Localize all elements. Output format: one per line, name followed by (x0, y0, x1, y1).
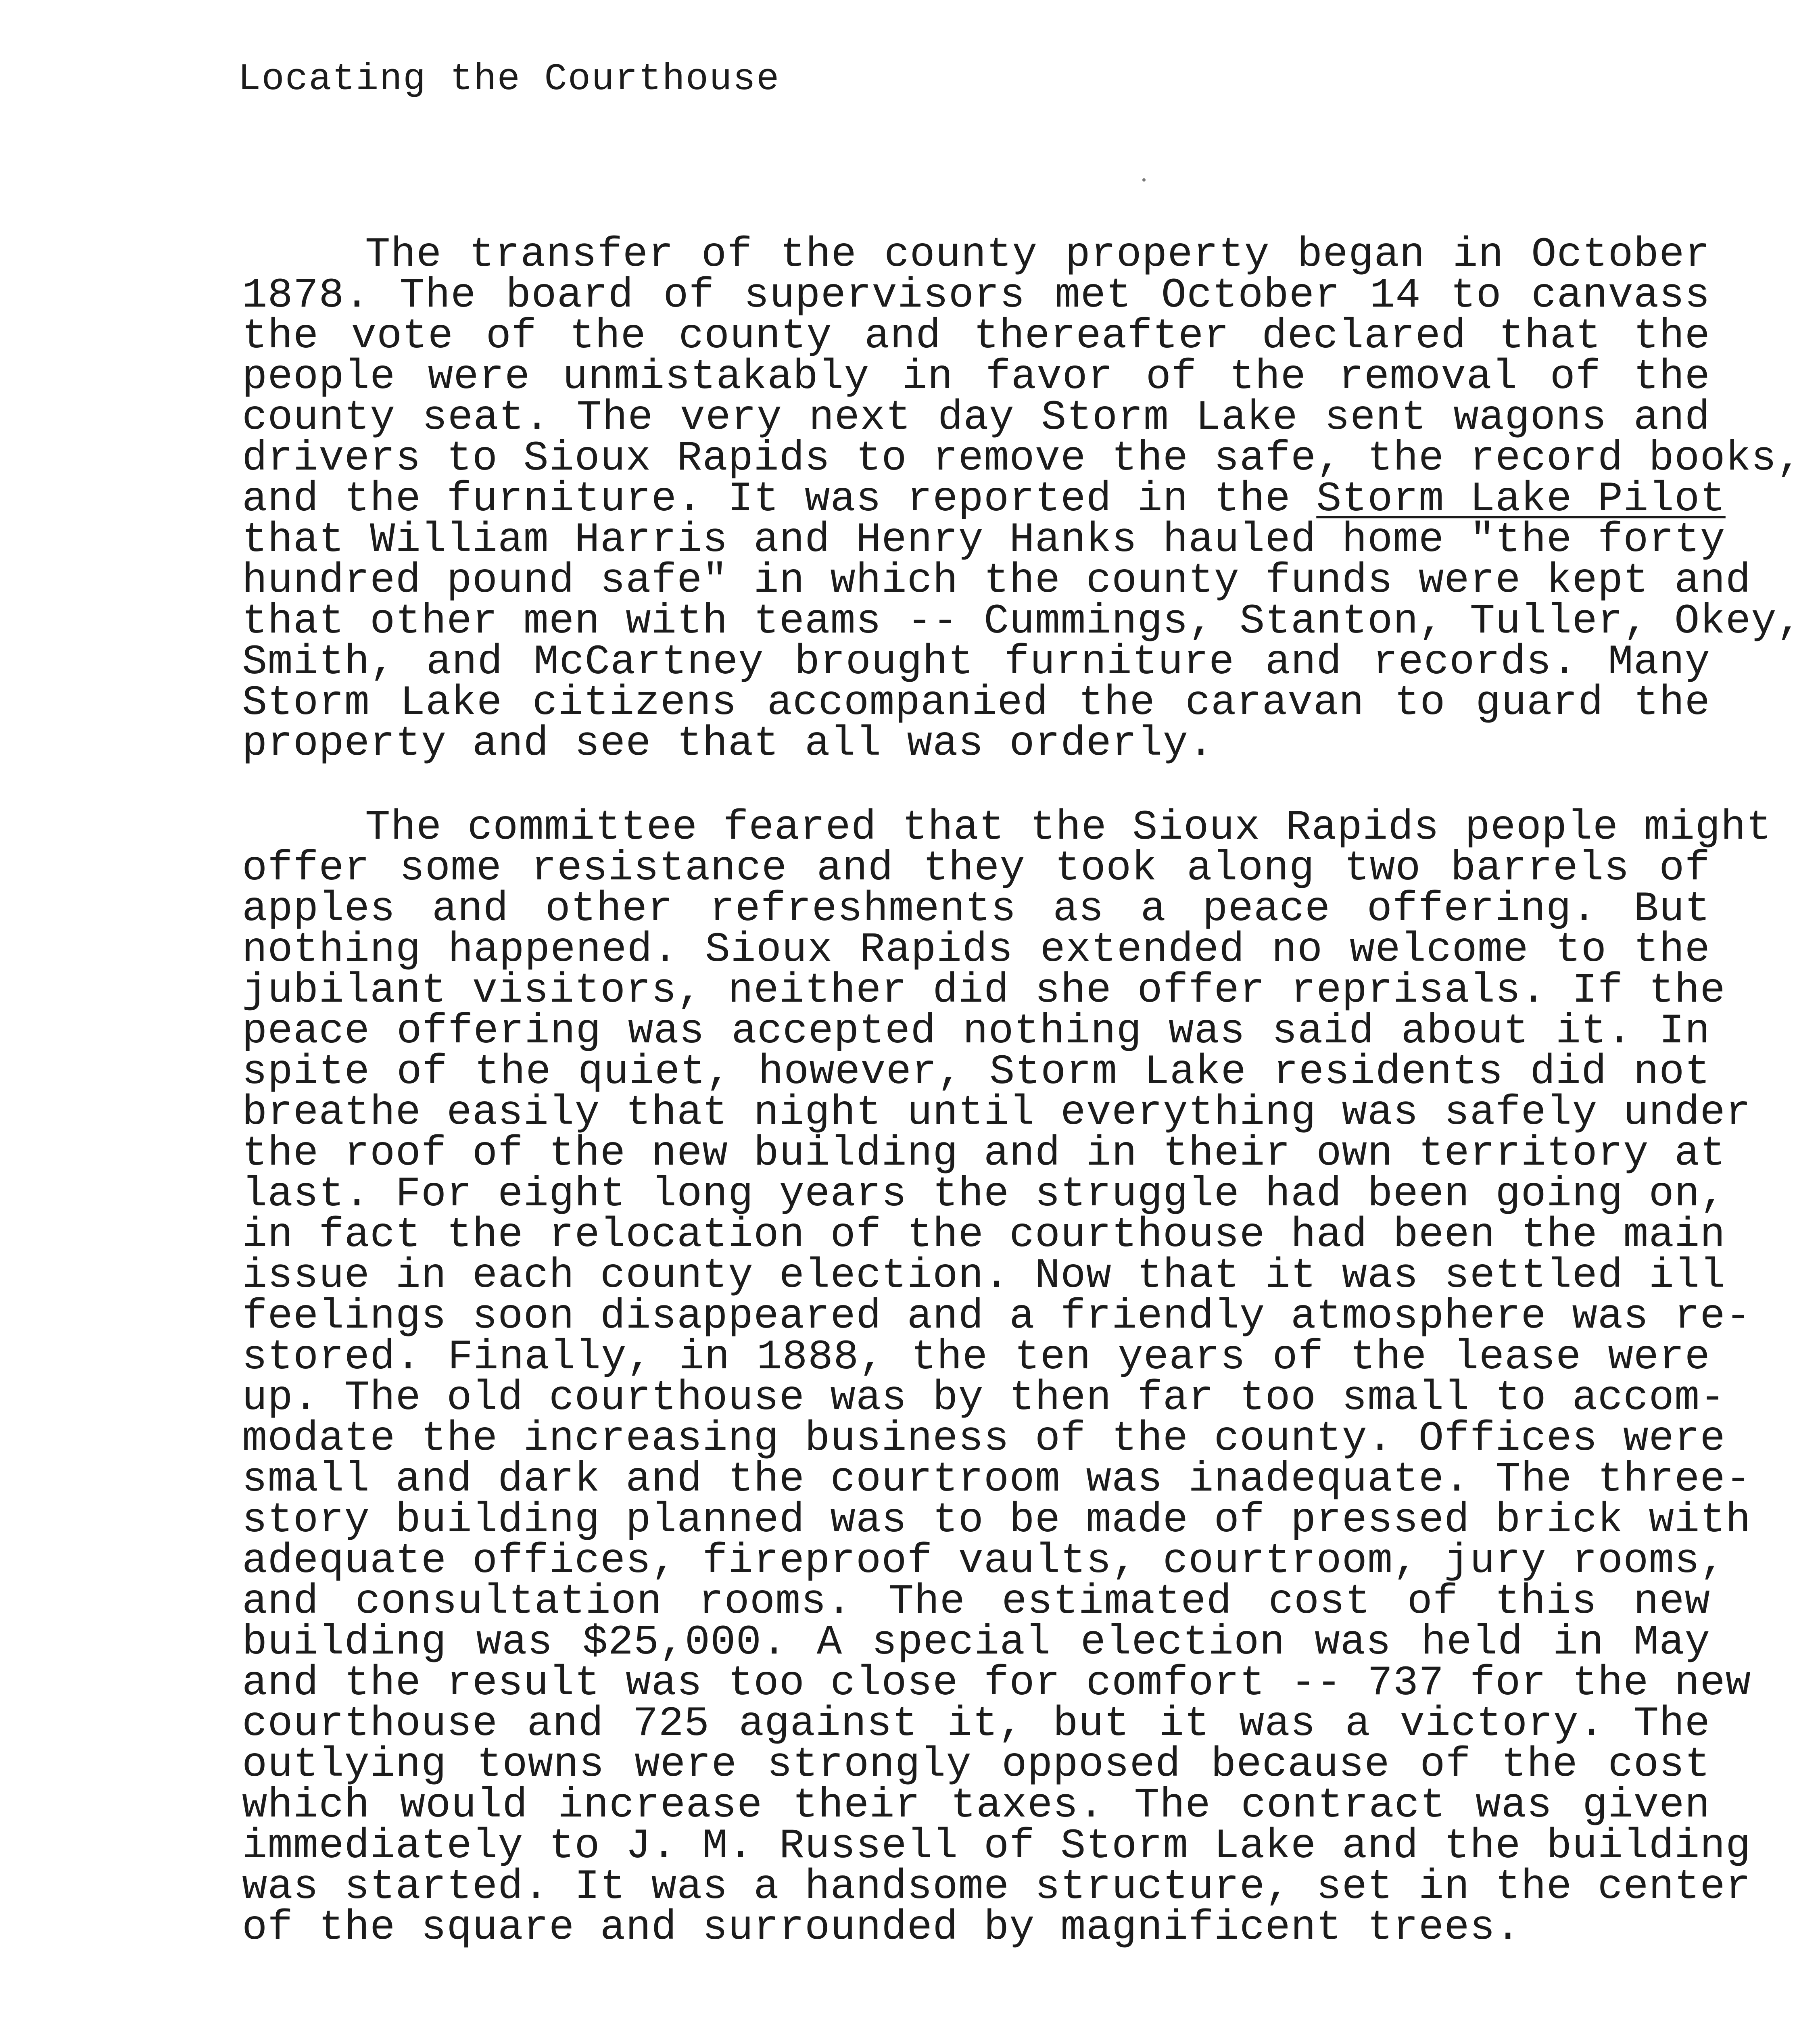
text-line: offer some resistance and they took along two barrels of (242, 845, 1710, 892)
text-line: which would increase their taxes. The contract was given (242, 1782, 1710, 1829)
text-line: people were unmistakably in favor of the removal of the (242, 353, 1710, 401)
text-line: breathe easily that night until everything was safely under (242, 1089, 1751, 1137)
text-line: The committee feared that the Sioux Rapids people might (365, 804, 1772, 852)
text-line: apples and other refreshments as a peace offering. But (242, 885, 1710, 933)
text-line: property and see that all was orderly. (242, 720, 1214, 768)
text-line: modate the increasing business of the county. Offices were (242, 1415, 1726, 1463)
text-line: stored. Finally, in 1888, the ten years of the lease were (242, 1334, 1710, 1381)
text-line: issue in each county election. Now that it was settled ill (242, 1252, 1726, 1300)
text-line: county seat. The very next day Storm Lake sent wagons and (242, 394, 1710, 442)
text-line: and the result was too close for comfort -- 737 for the new (242, 1660, 1751, 1707)
text-line: spite of the quiet, however, Storm Lake residents did not (242, 1048, 1710, 1096)
text-line: Storm Lake citizens accompanied the caravan to guard the (242, 679, 1710, 727)
text-line: Smith, and McCartney brought furniture and records. Many (242, 639, 1710, 686)
text-line: that William Harris and Henry Hanks hauled home "the forty (242, 516, 1726, 564)
text-span: and the furniture. It was reported in the (242, 476, 1291, 523)
paper-speck (1142, 178, 1146, 182)
text-line: nothing happened. Sioux Rapids extended no welcome to the (242, 926, 1710, 974)
text-line: feelings soon disappeared and a friendly atmosphere was re- (242, 1293, 1751, 1340)
text-line: building was $25,000. A special election was held in May (242, 1619, 1710, 1666)
text-line: peace offering was accepted nothing was said about it. In (242, 1008, 1710, 1055)
text-line: in fact the relocation of the courthouse had been the main (242, 1211, 1726, 1259)
text-line: jubilant visitors, neither did she offer reprisals. If the (242, 967, 1726, 1015)
text-line: the vote of the county and thereafter declared that the (242, 313, 1710, 360)
text-line: and consultation rooms. The estimated cost of this new (242, 1578, 1710, 1626)
running-head: Locating the Courthouse (238, 58, 780, 101)
text-line: small and dark and the courtroom was inadequate. The three- (242, 1456, 1751, 1503)
text-line: was started. It was a handsome structure, set in the center (242, 1863, 1751, 1911)
text-line: drivers to Sioux Rapids to remove the safe, the record books, (242, 435, 1803, 482)
text-line-with-title (242, 476, 1726, 523)
text-line: story building planned was to be made of pressed brick with (242, 1497, 1751, 1544)
text-line: that other men with teams -- Cummings, Stanton, Tuller, Okey, (242, 598, 1803, 645)
text-line: outlying towns were strongly opposed because of the cost (242, 1741, 1710, 1789)
text-line: hundred pound safe" in which the county funds were kept and (242, 557, 1751, 605)
text-line: courthouse and 725 against it, but it was a victory. The (242, 1700, 1710, 1748)
text-line: the roof of the new building and in their own territory at (242, 1130, 1726, 1178)
text-line: of the square and surrounded by magnificent trees. (242, 1904, 1521, 1952)
text-line: 1878. The board of supervisors met October 14 to canvass (242, 272, 1710, 319)
text-line: last. For eight long years the struggle had been going on, (242, 1171, 1726, 1218)
text-line: up. The old courthouse was by then far too small to accom- (242, 1374, 1726, 1422)
text-line: adequate offices, fireproof vaults, courtroom, jury rooms, (242, 1537, 1726, 1585)
newspaper-title: Storm Lake Pilot (1316, 476, 1726, 523)
text-line: The transfer of the county property began in October (365, 231, 1710, 279)
text-line: immediately to J. M. Russell of Storm Lake and the building (242, 1823, 1751, 1870)
